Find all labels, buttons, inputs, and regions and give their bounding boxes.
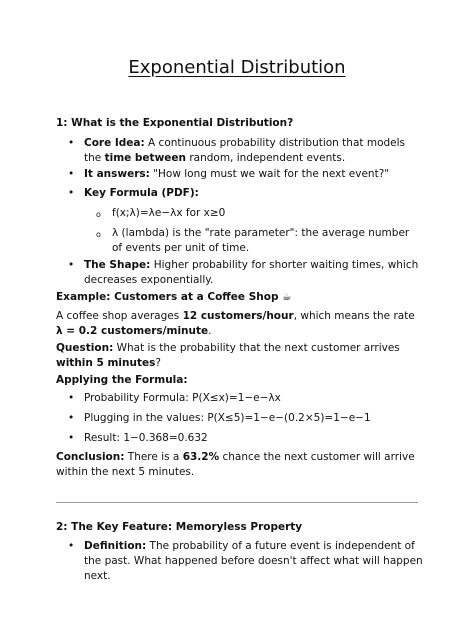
sub-bullet-lambda: o λ (lambda) is the "rate parameter": the average number of events per unit of time. — [96, 227, 410, 254]
bullet-definition: • Definition: The probability of a future event is independent of the past. What happened before doesn't affect what will happen next. — [68, 540, 423, 582]
section-1-heading: 1: What is the Exponential Distribution? — [56, 117, 294, 129]
bullet-icon: • — [68, 432, 75, 444]
example-paragraph: A coffee shop averages 12 customers/hour, which means the rate λ = 0.2 customers/minute. — [56, 310, 415, 337]
section-2-heading: 2: The Key Feature: Memoryless Property — [56, 521, 303, 533]
bullet-icon: • — [68, 412, 75, 424]
bullet-icon: • — [68, 137, 75, 149]
question-paragraph: Question: What is the probability that the next customer arrives within 5 minutes? — [56, 342, 400, 369]
horizontal-divider — [56, 502, 418, 503]
bullet-key-formula: • Key Formula (PDF): — [68, 187, 199, 199]
bullet-shape: • The Shape: Higher probability for shorter waiting times, which decreases exponentially. — [68, 259, 419, 286]
page-title: Exponential Distribution — [128, 57, 346, 78]
bullet-it-answers: • It answers: "How long must we wait for the next event?" — [68, 168, 390, 180]
circle-bullet-icon: o — [96, 210, 101, 219]
bullet-icon: • — [68, 259, 75, 271]
applying-heading: Applying the Formula: — [56, 374, 188, 386]
bullet-icon: • — [68, 187, 75, 199]
circle-bullet-icon: o — [96, 230, 101, 239]
bullet-result: • Result: 1−0.368=0.632 — [68, 432, 208, 444]
bullet-icon: • — [68, 540, 75, 552]
conclusion-paragraph: Conclusion: There is a 63.2% chance the next customer will arrive within the next 5 minutes. — [56, 451, 415, 478]
sub-bullet-formula: o f(x;λ)=λe−λx for x≥0 — [112, 206, 422, 221]
example-heading: Example: Customers at a Coffee Shop ☕ — [56, 291, 292, 303]
bullet-icon: • — [68, 392, 75, 404]
bullet-plugging-values: • Plugging in the values: P(X≤5)=1−e−(0.2×5)=1−e−1 — [68, 412, 371, 424]
bullet-probability-formula: • Probability Formula: P(X≤x)=1−e−λx — [68, 392, 281, 404]
bullet-icon: • — [68, 168, 75, 180]
bullet-core-idea: • Core Idea: A continuous probability distribution that models the time between random, independent events. — [68, 137, 406, 164]
